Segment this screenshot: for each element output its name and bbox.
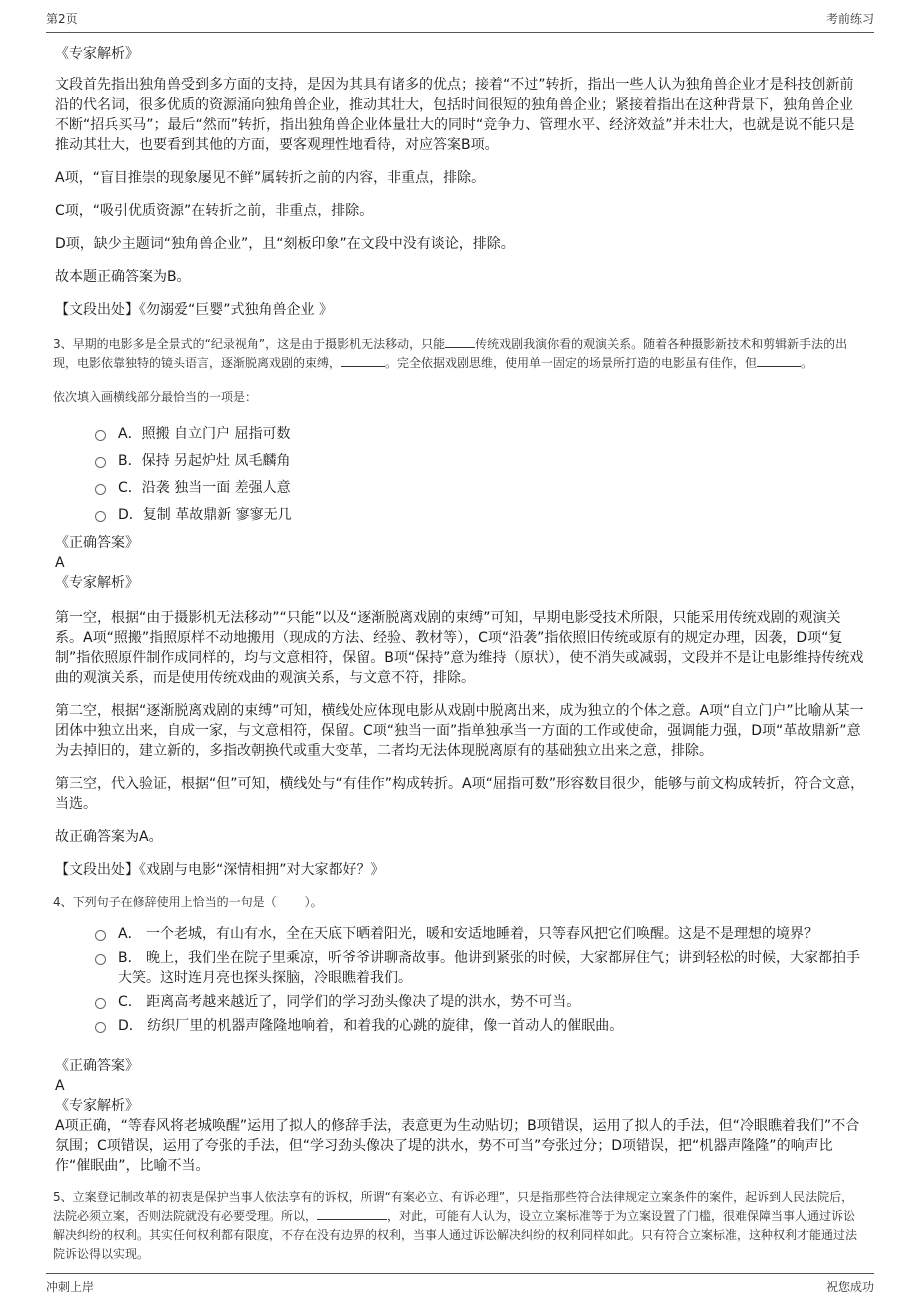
- expert-analysis-label: 《专家解析》: [55, 1098, 139, 1114]
- expert-analysis-label: 《专家解析》: [55, 46, 139, 62]
- correct-answer-label: 《正确答案》: [55, 535, 139, 551]
- option-a[interactable]: [95, 924, 865, 944]
- correct-answer: A: [55, 555, 65, 571]
- option-c[interactable]: [95, 992, 865, 1012]
- radio-icon[interactable]: [95, 1022, 106, 1033]
- header-title: 考前练习: [825, 12, 874, 26]
- stem-text: ）。: [304, 895, 323, 909]
- answer-line: 故正确答案为A。: [55, 829, 163, 845]
- radio-icon[interactable]: [95, 930, 106, 941]
- page-header: [46, 10, 874, 33]
- option-a-analysis: A项，“盲目推崇的现象屡见不鲜”属转折之前的内容，非重点，排除。: [55, 170, 486, 186]
- blank-1-analysis: 第一空，根据“由于摄影机无法移动”“只能”以及“逐渐脱离戏剧的束缚”可知，早期电影受技术所限，只能采用传统戏剧的观演关系。A项“照搬”指照原样不动地搬用（现成的方法、经验、教材等），C项“沿袭”指依照旧传统或原有的规定办理，因袭，D项“复制”指依照原件制作成同样的，均与文意相符，保留。B项“保持”意为维持（原状），使不消失或减弱，文段并不是让电影维持传统戏曲的观演关系，而是使用传统戏曲的观演关系，与文意不符，排除。: [55, 610, 864, 686]
- option-label: B．保持 另起炉灶 凤毛麟角: [118, 453, 291, 469]
- question-4-stem: [53, 893, 865, 912]
- option-b[interactable]: [95, 948, 865, 988]
- stem-text: 5、立案登记制改革的初衷是保护当事人依法享有的诉权，所谓“有案必立、有诉必理”，只是指那些符合法律规定立案条件的案件，起诉到人民法院后，法院必须立案，否则法院就没有必要受理。所以，: [53, 1190, 854, 1223]
- option-d[interactable]: [95, 1016, 865, 1036]
- source-line: 【文段出处】《勿溺爱“巨婴”式独角兽企业 》: [55, 302, 333, 318]
- question-4-options: [95, 924, 865, 1036]
- blank: [757, 354, 801, 367]
- source-line: 【文段出处】《戏剧与电影“深情相拥”对大家都好？》: [55, 862, 385, 878]
- question-3-options: [95, 424, 865, 525]
- page-number: 第2页: [46, 12, 78, 26]
- radio-icon[interactable]: [95, 954, 106, 965]
- blank: [445, 335, 475, 348]
- blank: [317, 1207, 387, 1220]
- option-a[interactable]: [95, 424, 865, 444]
- expert-analysis-text: A项正确，“等春风将老城唤醒”运用了拟人的修辞手法，表意更为生动贴切；B项错误，运用了拟人的手法，但“冷眼瞧着我们”不合氛围；C项错误，运用了夸张的手法，但“学习劲头像决了堤的洪水，势不可当”夸张过分；D项错误，把“机器声隆隆”的响声比作“催眠曲”，比喻不当。: [55, 1118, 860, 1174]
- stem-text: 3、早期的电影多是全景式的“纪录视角”，这是由于摄影机无法移动，只能: [53, 337, 446, 351]
- answer-line: 故本题正确答案为B。: [55, 269, 191, 285]
- option-d-analysis: D项，缺少主题词“独角兽企业”，且“刻板印象”在文段中没有谈论，排除。: [55, 236, 515, 252]
- question-3-stem: [53, 335, 865, 373]
- stem-text: 。: [801, 356, 814, 370]
- radio-icon[interactable]: [95, 457, 106, 468]
- document-content: [55, 44, 865, 1276]
- stem-text: 4、下列句子在修辞使用上恰当的一句是（: [53, 895, 277, 909]
- blank: [341, 354, 385, 367]
- option-label: C． 距离高考越来越近了，同学们的学习劲头像决了堤的洪水，势不可当。: [118, 994, 581, 1010]
- option-label: A．照搬 自立门户 屈指可数: [118, 426, 291, 442]
- question-5-stem: [53, 1188, 865, 1264]
- correct-answer: A: [55, 1078, 65, 1094]
- option-label: D．复制 革故鼎新 寥寥无几: [118, 507, 292, 523]
- option-d[interactable]: [95, 505, 865, 525]
- radio-icon[interactable]: [95, 430, 106, 441]
- option-label: B． 晚上，我们坐在院子里乘凉，听爷爷讲聊斋故事。他讲到紧张的时候，大家都屏住气；讲到轻松的时候，大家都拍手大笑。这时连月亮也探头探脑，冷眼瞧着我们。: [118, 950, 861, 986]
- option-label: C．沿袭 独当一面 差强人意: [118, 480, 291, 496]
- footer-right: 祝您成功: [825, 1280, 874, 1294]
- stem-text: ，对此，可能有人认为，设立立案标准等于为立案设置了门槛，很难保障当事人通过诉讼解决纠纷的权利。其实任何权利都有限度，不存在没有边界的权利，当事人通过诉讼解决纠纷的权利同样如此。只有符合立案标准，这种权利才能通过法院诉讼得以实现。: [53, 1209, 858, 1261]
- page-footer: [46, 1273, 874, 1295]
- radio-icon[interactable]: [95, 998, 106, 1009]
- stem-text: 传统戏剧我演你看的观演关系。随着各种摄影新技术和剪辑新手法的出现，电影依靠独特的镜头语言，逐渐脱离戏剧的束缚，: [53, 337, 848, 370]
- expert-analysis-text: 文段首先指出独角兽受到多方面的支持，是因为其具有诸多的优点；接着“不过”转折，指出一些人认为独角兽企业才是科技创新前沿的代名词，很多优质的资源涌向独角兽企业，推动其壮大，包括时间很短的独角兽企业；紧接着指出在这种背景下，独角兽企业不断“招兵买马”；最后“然而”转折，指出独角兽企业体量壮大的同时“竞争力、管理水平、经济效益”并未壮大，也就是说不能只是推动其壮大，也要看到其他的方面，要客观理性地看待，对应答案B项。: [55, 77, 855, 153]
- blank-3-analysis: 第三空，代入验证，根据“但”可知，横线处与“有佳作”构成转折。A项“屈指可数”形容数目很少，能够与前文构成转折，符合文意，当选。: [55, 776, 865, 812]
- footer-left: 冲刺上岸: [46, 1280, 95, 1294]
- radio-icon[interactable]: [95, 484, 106, 495]
- option-label: A． 一个老城，有山有水，全在天底下晒着阳光，暖和安适地睡着，只等春风把它们唤醒。这是不是理想的境界？: [118, 926, 819, 942]
- radio-icon[interactable]: [95, 511, 106, 522]
- option-label: D． 纺织厂里的机器声隆隆地响着，和着我的心跳的旋律，像一首动人的催眠曲。: [118, 1018, 624, 1034]
- stem-text: 。完全依据戏剧思维，使用单一固定的场景所打造的电影虽有佳作，但: [385, 356, 758, 370]
- correct-answer-label: 《正确答案》: [55, 1058, 139, 1074]
- option-b[interactable]: [95, 451, 865, 471]
- question-3-prompt: 依次填入画横线部分最恰当的一项是：: [53, 390, 258, 404]
- blank-2-analysis: 第二空，根据“逐渐脱离戏剧的束缚”可知，横线处应体现电影从戏剧中脱离出来，成为独立的个体之意。A项“自立门户”比喻从某一团体中独立出来，自成一家，与文意相符，保留。C项“独当一面”指单独承当一方面的工作或使命，强调能力强，D项“革故鼎新”意为去掉旧的，建立新的，多指改朝换代或重大变革，二者均无法体现脱离原有的基础独立出来之意，排除。: [55, 703, 864, 759]
- option-c[interactable]: [95, 478, 865, 498]
- option-c-analysis: C项，“吸引优质资源”在转折之前，非重点，排除。: [55, 203, 374, 219]
- expert-analysis-label: 《专家解析》: [55, 575, 139, 591]
